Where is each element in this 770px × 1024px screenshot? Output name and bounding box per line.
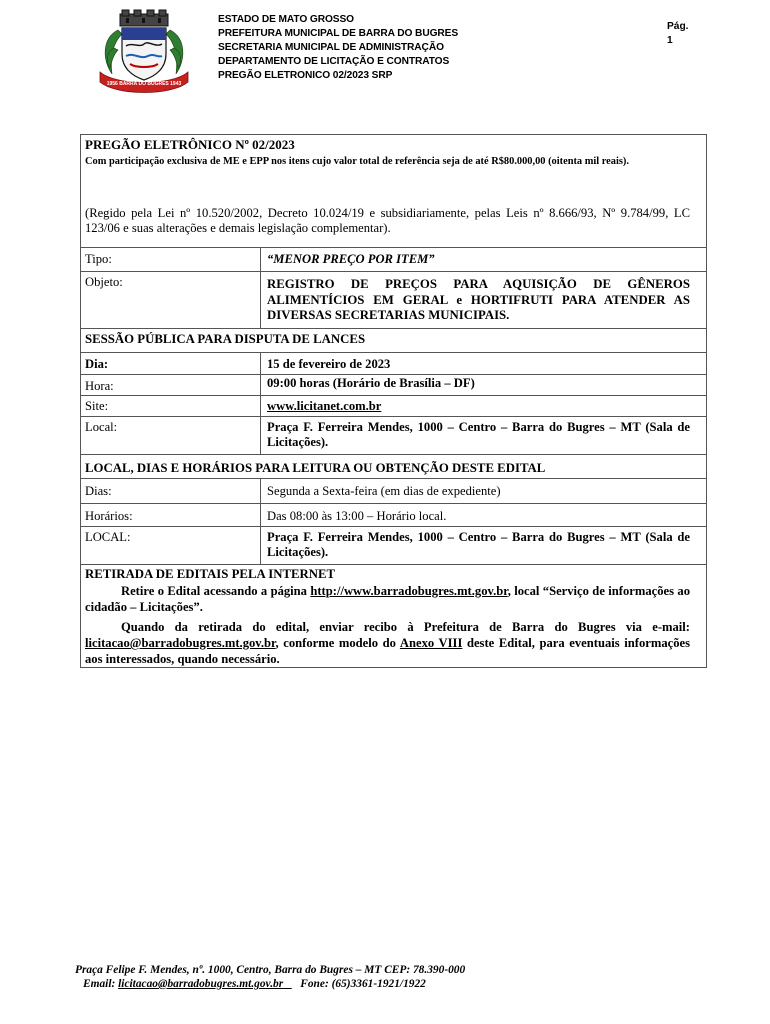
dias-value: Segunda a Sexta-feira (em dias de expediente) [267,484,501,498]
municipal-coat-of-arms [96,8,192,96]
objeto-label: Objeto: [85,275,123,289]
page-number [667,20,689,48]
site-label: Site: [85,399,109,413]
header-secretariat-line: SECRETARIA MUNICIPAL DE ADMINISTRAÇÃO [218,42,444,53]
session-local-label: Local: [85,420,118,434]
dias-label: Dias: [85,484,112,498]
session-local-value: Praça F. Ferreira Mendes, 1000 – Centro – Barra do Bugres – MT (Sala de Licitações). [267,420,690,449]
annex-reference: Anexo VIII [399,636,463,650]
regulation-text: (Regido pela Lei nº 10.520/2002, Decreto 10.024/19 e subsidiariamente, pelas Leis nº 8.666/93, Nº 9.784/99, LC 123/06 e suas alterações e demais legislação complementar). [85,206,690,235]
footer-address: Praça Felipe F. Mendes, nº. 1000, Centro, Barra do Bugres – MT CEP: 78.390-000 [75,964,466,976]
internet-paragraph-2: Quando da retirada do edital, enviar recibo à Prefeitura de Barra do Bugres via e-mail: licitacao@barradobugres.mt.gov.br, conforme modelo do Anexo VIII deste Edital, para eventuais informações aos interessados, quando necessário. [85,620,691,666]
horarios-value: Das 08:00 às 13:00 – Horário local. [267,509,447,523]
tipo-label: Tipo: [85,252,112,266]
hora-label: Hora: [85,379,114,393]
internet-section [81,564,706,667]
shield-icon [122,28,166,80]
notice-box [80,134,707,668]
reading-local-row [81,526,706,564]
internet-heading: RETIRADA DE EDITAIS PELA INTERNET [85,567,336,581]
licitacao-email-link[interactable]: licitacao@barradobugres.mt.gov.br [85,636,276,650]
session-local-row [81,416,706,454]
horarios-row [81,503,706,526]
reading-local-value: Praça F. Ferreira Mendes, 1000 – Centro – Barra do Bugres – MT (Sala de Licitações). [267,530,690,559]
ribbon-text: 1956 BARRA DO BUGRES 1943 [106,81,182,87]
reading-heading-row [81,454,706,478]
dia-label: Dia: [85,357,109,371]
mural-crown-icon [120,10,168,26]
page-footer [75,963,465,991]
tipo-value: “MENOR PREÇO POR ITEM” [267,252,435,266]
session-heading: SESSÃO PÚBLICA PARA DISPUTA DE LANCES [85,332,366,346]
dia-row [81,352,706,374]
dias-row [81,478,706,503]
page-number-value: 1 [667,35,673,46]
reading-heading: LOCAL, DIAS E HORÁRIOS PARA LEITURA OU OBTENÇÃO DESTE EDITAL [85,461,546,475]
header-department-line: DEPARTAMENTO DE LICITAÇÃO E CONTRATOS [218,56,450,67]
document-header [218,13,458,83]
header-process-line: PREGÃO ELETRONICO 02/2023 SRP [218,70,393,81]
objeto-row [81,271,706,328]
site-row [81,395,706,416]
header-prefecture-line: PREFEITURA MUNICIPAL DE BARRA DO BUGRES [218,28,459,39]
internet-paragraph-1: Retire o Edital acessando a página http://www.barradobugres.mt.gov.br, local “Serviço de informações ao cidadão – Licitações”. [85,584,691,614]
footer-contact: Email: licitacao@barradobugres.mt.gov.br Fone: (65)3361-1921/1922 [83,978,426,990]
hora-value: 09:00 horas (Horário de Brasília – DF) [267,376,475,390]
objeto-value: REGISTRO DE PREÇOS PARA AQUISIÇÃO DE GÊNEROS ALIMENTÍCIOS EM GERAL e HORTIFRUTI PARA ATENDER AS DIVERSAS SECRETARIAS MUNICIPAIS. [267,277,690,322]
site-link[interactable]: www.licitanet.com.br [267,399,382,413]
horarios-label: Horários: [85,509,133,523]
hora-row [81,374,706,395]
notice-subtitle: Com participação exclusiva de ME e EPP nos itens cujo valor total de referência seja de até R$80.000,00 (oitenta mil reais). [85,156,629,167]
reading-local-label: LOCAL: [85,530,131,544]
dia-value: 15 de fevereiro de 2023 [267,357,391,371]
footer-email-link[interactable]: licitacao@barradobugres.mt.gov.br [118,978,284,990]
session-heading-row [81,328,706,352]
prefecture-site-link[interactable]: http://www.barradobugres.mt.gov.br [310,584,508,598]
tipo-row [81,247,706,271]
header-state-line: ESTADO DE MATO GROSSO [218,14,355,25]
notice-title: PREGÃO ELETRÔNICO Nº 02/2023 [85,137,295,152]
page-label: Pág. [667,21,689,32]
